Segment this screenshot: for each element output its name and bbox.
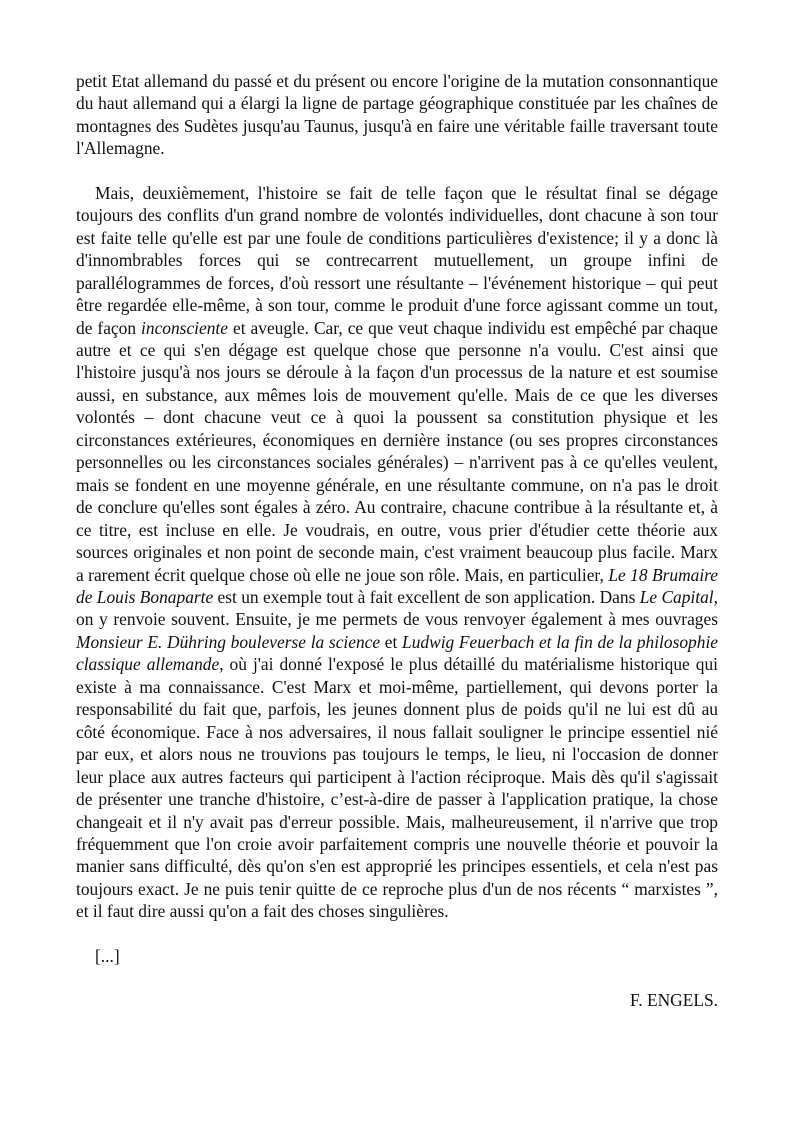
paragraph-1: petit Etat allemand du passé et du présent ou encore l'origine de la mutation consonnantique du haut allemand qui a élargi la ligne de partage géographique constituée par les chaînes de montagnes des Sudètes jusqu'au Taunus, jusqu'à en faire une véritable faille traversant toute l'Allemagne. xyxy=(76,71,718,159)
document-page xyxy=(76,70,718,1012)
signature: F. ENGELS. xyxy=(630,990,718,1011)
paragraph-2-text-4: , on y renvoie souvent. Ensuite, je me permets de vous renvoyer également à mes ouvrages xyxy=(76,586,718,630)
paragraph-2 xyxy=(76,182,718,923)
paragraph-2-text-6: , où j'ai donné l'exposé le plus détaillé du matérialisme historique qui existe à ma connaissance. C'est Marx et moi-même, partiellement, qui devons porter la responsabilité du fait que, parfois, les jeunes donnent plus de poids qu'il ne lui est dû au côté économique. Face à nos adversaires, il nous fallait souligner le principe essentiel nié par eux, et alors nous ne trouvions pas toujours le temps, le lieu, ni l'occasion de donner leur place aux autres facteurs qui participent à l'action réciproque. Mais dès qu'il s'agissait de présenter une tranche d'histoire, c’est-à-dire de passer à l'application pratique, la chose changeait et il n'y avait pas d'erreur possible. Mais, malheureusement, il n'arrive que trop fréquemment que l'on croie avoir parfaitement compris une nouvelle théorie et pouvoir la manier sans difficulté, dès qu'on s'en est approprié les principes essentiels, et cela n'est pas toujours exact. Je ne puis tenir quitte de ce reproche plus d'un de nos récents “ marxistes ”, et il faut dire aussi qu'on a fait des choses singulières. xyxy=(76,654,718,922)
ellipsis: [...] xyxy=(95,945,120,966)
paragraph-2-text-1: Mais, deuxièmement, l'histoire se fait de telle façon que le résultat final se dégage toujours des conflits d'un grand nombre de volontés individuelles, dont chacune à son tour est faite telle qu'elle est par une foule de conditions particulières d'existence; il y a donc là d'innombrables forces qui se contrecarrent mutuellement, un groupe infini de parallélogrammes de forces, d'où ressort une résultante – l'événement historique – qui peut être regardée elle-même, à son tour, comme le produit d'une force agissant comme un tout, de façon xyxy=(76,182,718,338)
italic-brumaire-title: Le 18 Brumaire de Louis Bonaparte xyxy=(76,564,718,607)
paragraph-2-text-3: est un exemple tout à fait excellent de son application. Dans xyxy=(213,586,640,607)
italic-le-capital: Le Capital xyxy=(639,586,714,607)
italic-inconsciente: inconsciente xyxy=(141,317,228,338)
paragraph-2-text-5: et xyxy=(380,631,403,652)
paragraph-2-text-2: et aveugle. Car, ce que veut chaque individu est empêché par chaque autre et ce qui s'en dégage est quelque chose que personne n'a voulu. C'est ainsi que l'histoire jusqu'à nos jours se déroule à la façon d'un processus de la nature et est soumise aussi, en substance, aux mêmes lois de mouvement qu'elle. Mais de ce que les diverses volontés – dont chacune veut ce à quoi la poussent sa constitution physique et les circonstances extérieures, économiques en dernière instance (ou ses propres circonstances personnelles ou les circonstances sociales générales) – n'arrivent pas à ce qu'elles veulent, mais se fondent en une moyenne générale, en une résultante commune, on n'a pas le droit de conclure qu'elles sont égales à zéro. Au contraire, chacune contribue à la résultante et, à ce titre, est incluse en elle. Je voudrais, en outre, vous prier d'étudier cette théorie aux sources originales et non point de seconde main, c'est vraiment beaucoup plus facile. Marx a rarement écrit quelque chose où elle ne joue son rôle. Mais, en particulier, xyxy=(76,317,718,585)
italic-feuerbach-title: Ludwig Feuerbach et la fin de la philosophie classique allemande xyxy=(76,631,718,675)
italic-duhring-title: Monsieur E. Dühring bouleverse la science xyxy=(76,631,381,652)
